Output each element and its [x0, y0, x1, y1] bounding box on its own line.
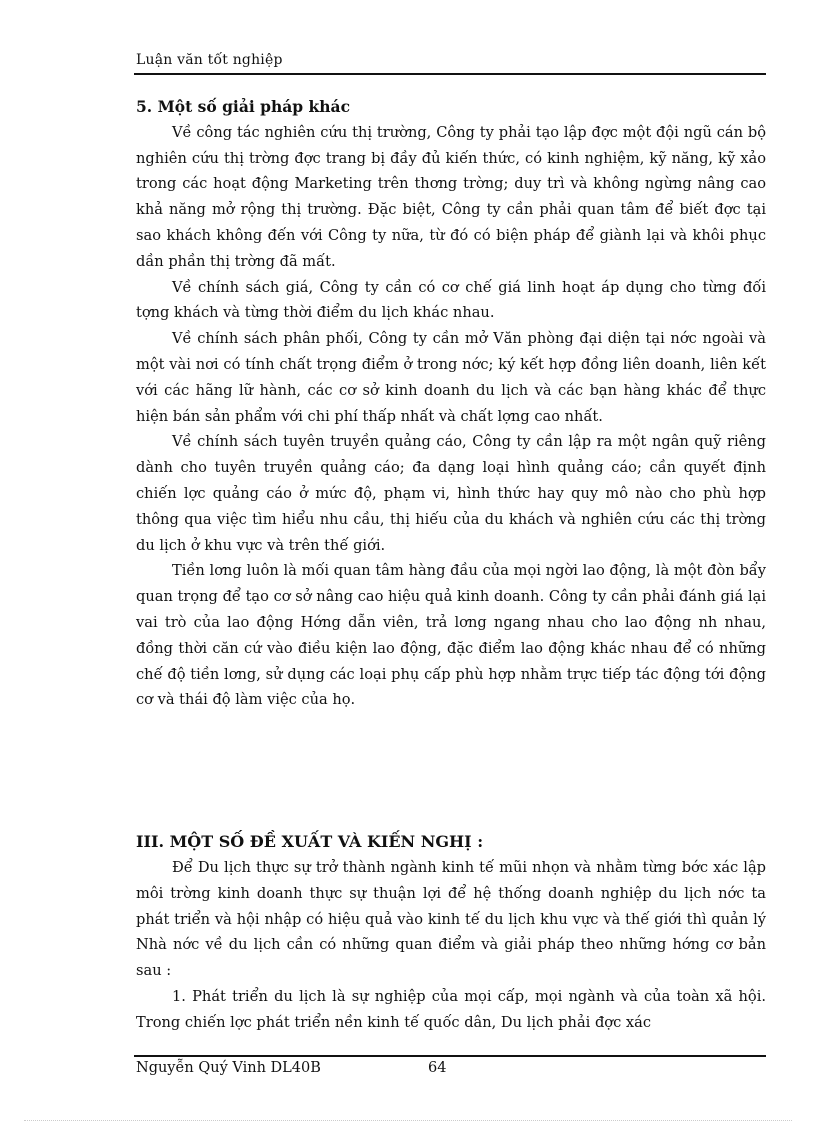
- footer-author: Nguyễn Quý Vinh DL40B: [136, 1060, 321, 1076]
- section-3-heading: III. MỘT SỐ ĐỀ XUẤT VÀ KIẾN NGHỊ :: [136, 832, 484, 852]
- header-rule: [134, 73, 766, 75]
- paragraph: Về chính sách phân phối, Công ty cần mở Văn phòng đại diện tại nớc ngoài và một vài nơi có tính chất trọng điểm ở trong nớc; ký kết hợp đồng liên doanh, liên kết với các hãng lữ hành, các cơ sở kinh doanh du lịch và các bạn hàng khác để thực hiện bán sản phẩm với chi phí thấp nhất và chất lợng cao nhất.: [136, 330, 766, 425]
- page-number: 64: [428, 1060, 447, 1076]
- paragraph: 1. Phát triển du lịch là sự nghiệp của mọi cấp, mọi ngành và của toàn xã hội. Trong chiến lợc phát triển nền kinh tế quốc dân, Du lịch phải đợc xác: [136, 987, 766, 1031]
- page-body: [136, 94, 766, 1036]
- paragraph: Về chính sách tuyên truyền quảng cáo, Công ty cần lập ra một ngân quỹ riêng dành cho tuyên truyền quảng cáo; đa dạng loại hình quảng cáo; cần quyết định chiến lợc quảng cáo ở mức độ, phạm vi, hình thức hay quy mô nào cho phù hợp thông qua việc tìm hiểu nhu cầu, thị hiếu của du khách và nghiên cứu các thị trờng du lịch ở khu vực và trên thế giới.: [136, 433, 766, 554]
- paragraph: Về công tác nghiên cứu thị trường, Công ty phải tạo lập đợc một đội ngũ cán bộ nghiên cứu thị trờng đợc trang bị đầy đủ kiến thức, có kinh nghiệm, kỹ năng, kỹ xảo trong các hoạt động Marketing trên thơng trờng; duy trì và không ngừng nâng cao khả năng mở rộng thị trường. Đặc biệt, Công ty cần phải quan tâm để biết đợc tại sao khách không đến với Công ty nữa, từ đó có biện pháp để giành lại và khôi phục dần phần thị trờng đã mất.: [136, 123, 766, 270]
- footer-rule: [134, 1055, 766, 1057]
- section-5-heading: 5. Một số giải pháp khác: [136, 97, 351, 116]
- paragraph: Để Du lịch thực sự trở thành ngành kinh tế mũi nhọn và nhằm từng bớc xác lập môi trờng kinh doanh thực sự thuận lợi để hệ thống doanh nghiệp du lịch nớc ta phát triển và hội nhập có hiệu quả vào kinh tế du lịch khu vực và thế giới thì quản lý Nhà nớc về du lịch cần có những quan điểm và giải pháp theo những hớng cơ bản sau :: [136, 858, 766, 980]
- page-header: Luận văn tốt nghiệp: [136, 52, 283, 68]
- paragraph: Về chính sách giá, Công ty cần có cơ chế giá linh hoạt áp dụng cho từng đối tợng khách và từng thời điểm du lịch khác nhau.: [136, 278, 766, 322]
- paragraph: Tiền lơng luôn là mối quan tâm hàng đầu của mọi ngời lao động, là một đòn bẩy quan trọng để tạo cơ sở nâng cao hiệu quả kinh doanh. Công ty cần phải đánh giá lại vai trò của lao động Hớng dẫn viên, trả lơng ngang nhau cho lao động nh nhau, đồng thời căn cứ vào điều kiện lao động, đặc điểm lao động khác nhau để có những chế độ tiền lơng, sử dụng các loại phụ cấp phù hợp nhằm trực tiếp tác động tới động cơ và thái độ làm việc của họ.: [136, 562, 766, 709]
- page-edge-divider: [24, 1120, 792, 1121]
- blank-space: [136, 713, 766, 829]
